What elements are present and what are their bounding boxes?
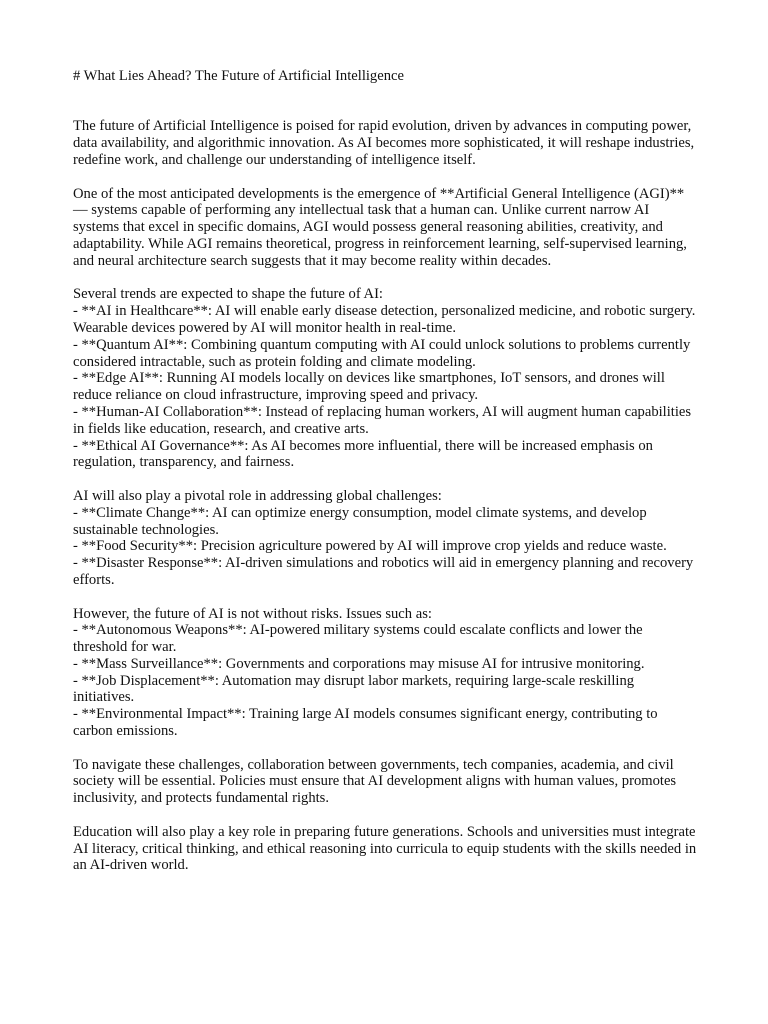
list-item: - **Quantum AI**: Combining quantum computing with AI could unlock solutions to problems currently considered intractable, such as protein folding and climate modeling. <box>73 336 691 370</box>
paragraph-collaboration <box>73 757 698 807</box>
paragraph-trends <box>73 286 698 471</box>
document-page <box>73 68 698 891</box>
paragraph-education <box>73 824 698 874</box>
list-item: - **AI in Healthcare**: AI will enable early disease detection, personalized medicine, and robotic surgery. Wearable devices powered by AI will monitor health in real-time. <box>73 303 696 336</box>
paragraph-line: AI will also play a pivotal role in addressing global challenges: <box>73 487 442 504</box>
list-item: - **Autonomous Weapons**: AI-powered military systems could escalate conflicts and lower the threshold for war. <box>73 622 643 656</box>
list-item: - **Environmental Impact**: Training large AI models consumes significant energy, contributing to carbon emissions. <box>73 706 658 740</box>
paragraph-agi <box>73 186 698 270</box>
list-item: - **Human-AI Collaboration**: Instead of replacing human workers, AI will augment human capabilities in fields like education, research, and creative arts. <box>73 403 692 437</box>
paragraph-line: However, the future of AI is not without risks. Issues such as: <box>73 605 432 622</box>
paragraph-global-challenges <box>73 488 698 589</box>
paragraph-risks <box>73 606 698 740</box>
paragraph-line: The future of Artificial Intelligence is poised for rapid evolution, driven by advances in computing power, data availability, and algorithmic innovation. As AI becomes more sophisticated, it will reshape industries, redefine work, and challenge our understanding of intelligence itself. <box>73 118 695 168</box>
list-item: - **Ethical AI Governance**: As AI becomes more influential, there will be increased emphasis on regulation, transparency, and fairness. <box>73 437 653 471</box>
list-item: - **Food Security**: Precision agriculture powered by AI will improve crop yields and reduce waste. <box>73 538 667 555</box>
paragraph-line: Education will also play a key role in preparing future generations. Schools and universities must integrate AI literacy, critical thinking, and ethical reasoning into curricula to equip students with the skills needed in an AI-driven world. <box>73 823 697 874</box>
paragraph-line: One of the most anticipated developments is the emergence of **Artificial General Intelligence (AGI)** — systems capable of performing any intellectual task that a human can. Unlike current narrow AI systems that excel in specific domains, AGI would possess general reasoning abilities, creativity, and adaptability. While AGI remains theoretical, progress in reinforcement learning, self-supervised learning, and neural architecture search suggests that it may become reality within decades. <box>73 185 687 269</box>
list-item: - **Edge AI**: Running AI models locally on devices like smartphones, IoT sensors, and drones will reduce reliance on cloud infrastructure, improving speed and privacy. <box>73 370 665 404</box>
list-item: - **Climate Change**: AI can optimize energy consumption, model climate systems, and develop sustainable technologies. <box>73 504 647 538</box>
list-item: - **Disaster Response**: AI-driven simulations and robotics will aid in emergency planning and recovery efforts. <box>73 555 694 588</box>
list-item: - **Job Displacement**: Automation may disrupt labor markets, requiring large-scale reskilling initiatives. <box>73 672 635 706</box>
list-item: - **Mass Surveillance**: Governments and corporations may misuse AI for intrusive monitoring. <box>73 655 645 672</box>
document-title: # What Lies Ahead? The Future of Artificial Intelligence <box>73 68 404 84</box>
paragraph-line: To navigate these challenges, collaboration between governments, tech companies, academia, and civil society will be essential. Policies must ensure that AI development aligns with human values, promotes inclusivity, and protects fundamental rights. <box>73 756 677 807</box>
paragraph-line: Several trends are expected to shape the future of AI: <box>73 286 383 303</box>
paragraph-intro <box>73 118 698 168</box>
